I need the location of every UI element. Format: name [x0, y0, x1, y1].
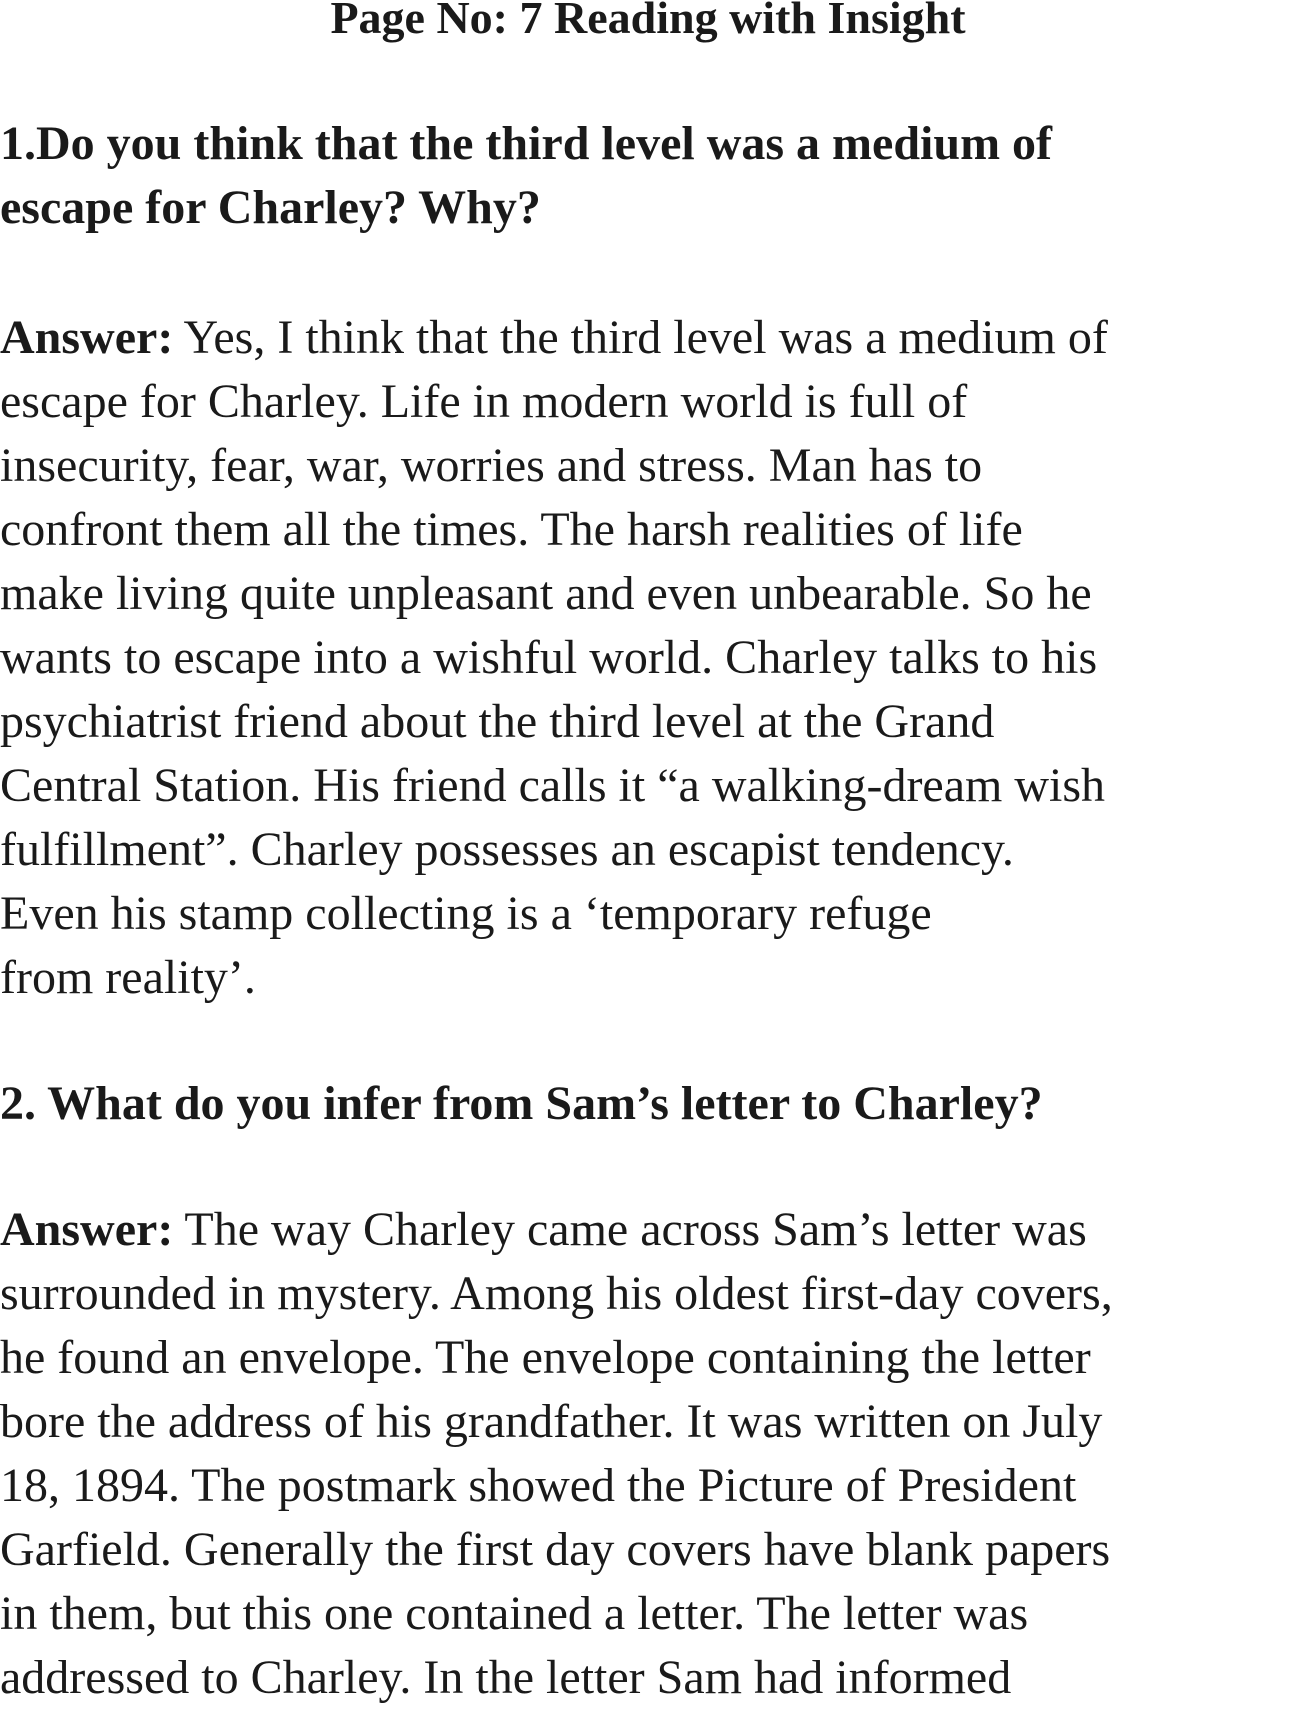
answer-2-line: in them, but this one contained a letter. The letter was: [0, 1587, 1029, 1640]
answer-2-line: addressed to Charley. In the letter Sam had informed: [0, 1651, 1012, 1704]
answer-1-text: Yes, I think that the third level was a medium of: [173, 311, 1108, 364]
answer-2-line: he found an envelope. The envelope containing the letter: [0, 1331, 1091, 1384]
answer-2-line: bore the address of his grandfather. It was written on July: [0, 1395, 1103, 1448]
answer-2-line: [0, 1198, 1296, 1262]
question-1-line: 1.Do you think that the third level was a medium of: [0, 117, 1053, 170]
answer-2-line: surrounded in mystery. Among his oldest first-day covers,: [0, 1267, 1113, 1320]
answer-1-line: psychiatrist friend about the third level at the Grand: [0, 695, 995, 748]
answer-2-line: 18, 1894. The postmark showed the Picture of President: [0, 1459, 1077, 1512]
question-2: [0, 1072, 1290, 1136]
answer-1-line: fulfillment”. Charley possesses an escapist tendency.: [0, 823, 1014, 876]
answer-2-line: Garfield. Generally the first day covers have blank papers: [0, 1523, 1111, 1576]
answer-1: [0, 306, 1296, 1010]
answer-1-line: make living quite unpleasant and even unbearable. So he: [0, 567, 1092, 620]
answer-1-line: [0, 306, 1296, 370]
answer-2-text: The way Charley came across Sam’s letter was: [173, 1203, 1087, 1256]
answer-label: Answer:: [0, 311, 174, 364]
answer-1-line: escape for Charley. Life in modern world is full of: [0, 375, 968, 428]
question-2-line: 2. What do you infer from Sam’s letter to Charley?: [0, 1077, 1043, 1130]
answer-1-line: Even his stamp collecting is a ‘temporary refuge: [0, 887, 932, 940]
answer-label: Answer:: [0, 1203, 174, 1256]
answer-2: [0, 1198, 1296, 1710]
question-1-line: escape for Charley? Why?: [0, 181, 541, 234]
answer-1-line: confront them all the times. The harsh realities of life: [0, 503, 1023, 556]
answer-1-line: wants to escape into a wishful world. Charley talks to his: [0, 631, 1098, 684]
answer-1-line: Central Station. His friend calls it “a walking-dream wish: [0, 759, 1106, 812]
question-1: [0, 112, 1290, 240]
page-title: Page No: 7 Reading with Insight: [330, 0, 966, 43]
answer-1-line: insecurity, fear, war, worries and stress. Man has to: [0, 439, 983, 492]
answer-1-line: from reality’.: [0, 951, 256, 1004]
